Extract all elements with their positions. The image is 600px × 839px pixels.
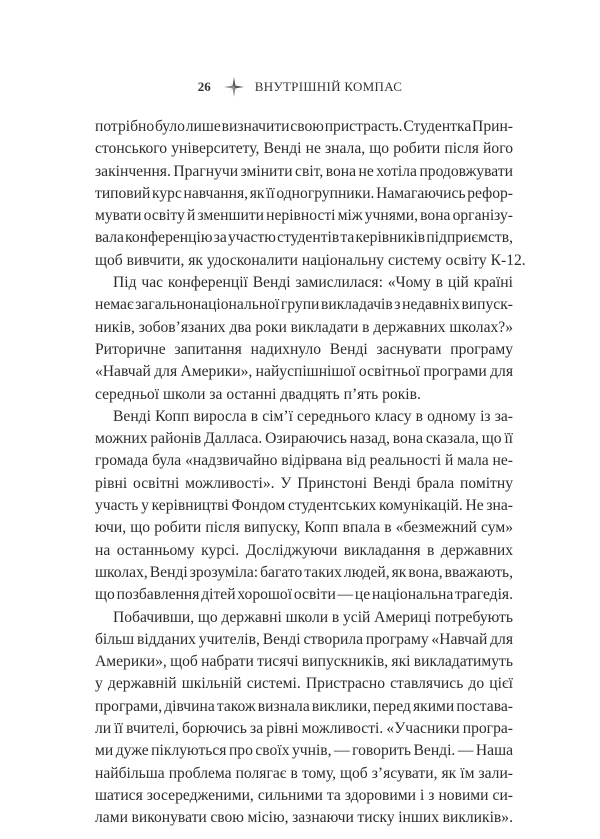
text-line: у державній шкільній системі. Пристрасно ставлячись до цієї [95, 675, 513, 693]
text-line: участь у керівництві Фондом студентських комунікацій. Не зна- [95, 497, 513, 515]
text-line: немає загальнонаціональної групи викладачів з недавніх випуск- [95, 296, 513, 314]
text-line: школах, Венді зрозуміла: багато таких людей, як вона, вважають, [95, 563, 513, 581]
text-line: більш відданих учителів, Венді створила програму «Навчай для [95, 630, 513, 648]
text-line: середньої школи за останні двадцять п’ять років. [95, 385, 421, 403]
text-line: на останньому курсі. Досліджуючи викладання в державних [95, 541, 513, 559]
running-title: ВНУТРІШНІЙ КОМПАС [254, 79, 403, 94]
text-line: шатися зосередженими, сильними та здоровими і з новими си- [95, 786, 513, 804]
paragraph [95, 272, 513, 406]
text-line: ли її вчителі, борючись за рівні можливості. «Учасники програ- [95, 720, 513, 738]
text-line: стонського університету, Венді не знала, що робити після його [95, 140, 513, 158]
text-line: програми, дівчина також визнала виклики, перед якими постава- [95, 697, 513, 715]
text-line: Побачивши, що державні школи в усій Америці потребують [113, 608, 513, 626]
paragraph [95, 607, 513, 830]
text-line: Під час конференції Венді замислилася: «Чому в цій країні [113, 274, 513, 292]
running-header [0, 76, 600, 98]
text-line: громада була «надзвичайно відірвана від реальності й мала не- [95, 452, 513, 470]
text-line: ників, зобов’язаних два роки викладати в державних школах?» [95, 318, 513, 336]
text-line: щоб вивчити, як удосконалити національну систему освіту К-12. [95, 251, 526, 269]
text-line: ючи, що робити після випуску, Копп впала в «безмежний сум» [95, 519, 513, 537]
text-line: закінчення. Прагнучи змінити світ, вона не хотіла продовжувати [95, 162, 513, 180]
compass-rose-icon [223, 76, 245, 98]
text-line: типовий курс навчання, як її одногрупники. Намагаючись рефор- [95, 184, 513, 202]
page-number: 26 [197, 79, 211, 94]
text-line: ми дуже піклуються про своїх учнів, — говорить Венді. — Наша [95, 742, 513, 760]
text-line: мувати освіту й зменшити нерівності між учнями, вона організу- [95, 207, 513, 225]
text-line: потрібно було лише визначити свою пристрасть. Студентка Прин- [95, 118, 513, 135]
text-line: «Навчай для Америки», найуспішнішої освітньої програми для [95, 363, 513, 381]
paragraph [95, 406, 513, 607]
text-line: Америки», щоб набрати тисячі випускників, які викладатимуть [95, 653, 513, 671]
text-line: найбільша проблема полягає в тому, щоб з’ясувати, як їм зали- [95, 764, 513, 782]
paragraph [95, 116, 526, 272]
text-line: Венді Копп виросла в сім’ї середнього класу в одному із за- [113, 407, 513, 425]
text-line: що позбавлення дітей хорошої освіти — це національна трагедія. [95, 586, 513, 604]
text-line: вала конференцію за участю студентів та керівників підприємств, [95, 229, 513, 247]
text-line: рівні освітні можливості». У Принстоні Венді брала помітну [95, 474, 513, 492]
text-line: Риторичне запитання надихнуло Венді заснувати програму [95, 340, 513, 358]
text-line: можних районів Далласа. Озираючись назад, вона сказала, що її [95, 430, 513, 448]
text-line: лами виконувати свою місію, зазнаючи тиску інших викликів». [95, 809, 513, 827]
body-text [95, 116, 526, 830]
